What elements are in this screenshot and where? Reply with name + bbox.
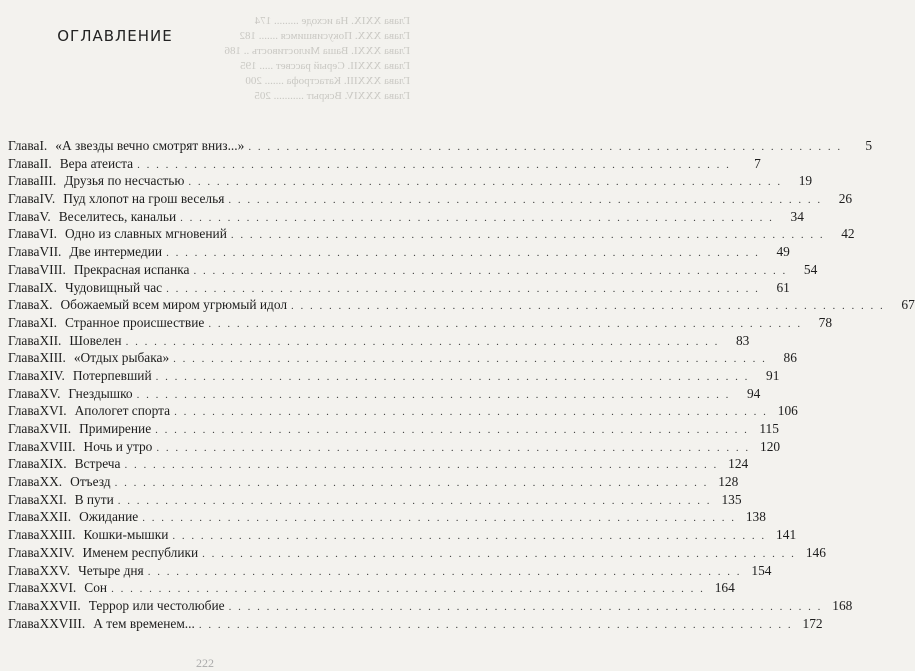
chapter-number: V. <box>39 208 51 224</box>
page-reference: 42 <box>841 226 855 242</box>
chapter-title: Две интермедии <box>69 244 163 260</box>
chapter-title: Веселитесь, канальи <box>58 208 177 224</box>
page-reference: 128 <box>718 474 739 490</box>
page-reference: 5 <box>865 138 873 153</box>
chapter-word: Глава <box>8 350 40 366</box>
chapter-number: XIX. <box>39 456 67 472</box>
page-reference: 83 <box>735 332 750 348</box>
chapter-number: III. <box>39 173 57 189</box>
chapter-number: XII. <box>39 332 62 348</box>
chapter-title: Потерпевший <box>72 367 152 383</box>
chapter-number: XV. <box>39 385 61 401</box>
page-reference: 115 <box>759 421 779 436</box>
chapter-word: Глава <box>8 385 40 401</box>
toc-entry <box>8 279 790 298</box>
chapter-title: Чудовищный час <box>64 279 163 295</box>
chapter-word: Глава <box>8 191 40 207</box>
chapter-number: XXIV. <box>39 544 75 560</box>
dot-leader <box>194 265 788 277</box>
chapter-title: Обожаемый всем миром угрюмый идол <box>60 297 288 313</box>
page-title: ОГЛАВЛЕНИЕ <box>57 27 173 46</box>
chapter-title: «А звезды вечно смотрят вниз...» <box>55 138 245 153</box>
dot-leader <box>172 530 766 542</box>
page-reference: 106 <box>777 403 798 419</box>
chapter-number: VII. <box>39 244 62 260</box>
page-reference: 67 <box>901 297 915 313</box>
page-reference: 78 <box>818 314 833 330</box>
chapter-title: Отъезд <box>70 474 111 490</box>
chapter-number: IV. <box>39 191 56 207</box>
chapter-word: Глава <box>8 421 40 436</box>
dot-leader <box>156 371 750 383</box>
page-reference: 138 <box>745 509 766 525</box>
toc-entry <box>8 208 804 227</box>
chapter-number: XXV. <box>39 562 71 578</box>
chapter-number: XX. <box>39 474 63 490</box>
bleed-through-line: Глава XXXIV. Вскрыт ........... 205 <box>254 90 410 102</box>
page-reference: 168 <box>832 597 853 613</box>
toc-entry <box>8 350 797 368</box>
dot-leader <box>118 495 712 507</box>
dot-leader <box>156 442 750 454</box>
toc-entry <box>8 155 761 174</box>
dot-leader <box>231 229 825 241</box>
toc-entry <box>8 509 766 527</box>
chapter-title: А тем временем... <box>93 615 195 631</box>
dot-leader <box>142 512 736 524</box>
chapter-number: XI. <box>39 314 57 330</box>
chapter-word: Глава <box>8 173 40 189</box>
page-reference: 120 <box>760 438 781 454</box>
page-reference: 91 <box>766 367 780 383</box>
toc-entry <box>8 438 781 457</box>
dot-leader <box>155 424 749 436</box>
chapter-number: XVII. <box>39 421 72 436</box>
chapter-word: Глава <box>8 474 40 490</box>
toc-entry <box>8 597 853 616</box>
chapter-word: Глава <box>8 615 40 631</box>
chapter-number: I. <box>39 138 48 153</box>
chapter-word: Глава <box>8 597 40 613</box>
chapter-number: IX. <box>39 279 57 295</box>
chapter-number: II. <box>39 155 52 171</box>
page-reference: 146 <box>805 544 826 560</box>
toc-entry <box>8 244 790 262</box>
chapter-word: Глава <box>8 527 40 543</box>
toc-entry <box>8 261 818 280</box>
chapter-title: Террор или честолюбие <box>88 597 225 613</box>
chapter-title: Друзья по несчастью <box>64 173 185 189</box>
toc-entry <box>8 527 797 545</box>
page-number: 222 <box>196 656 214 670</box>
toc-entry <box>8 580 735 598</box>
toc-entry <box>8 562 772 581</box>
toc-entry <box>8 332 750 351</box>
chapter-number: XXVI. <box>39 580 77 596</box>
page-reference: 124 <box>728 456 749 472</box>
chapter-title: Встреча <box>74 456 121 472</box>
dot-leader <box>137 389 731 401</box>
dot-leader <box>137 159 731 171</box>
bleed-through-text <box>224 14 410 104</box>
chapter-number: XXI. <box>39 491 67 507</box>
dot-leader <box>199 619 793 631</box>
page-reference: 7 <box>754 155 761 171</box>
chapter-title: Ночь и утро <box>83 438 153 454</box>
toc-entry <box>8 367 780 386</box>
chapter-number: XXII. <box>39 509 72 525</box>
bleed-through-line: Глава XXIX. На исходе ......... 174 <box>254 15 410 27</box>
dot-leader <box>180 212 774 224</box>
toc-entry <box>8 615 823 634</box>
toc-entry <box>8 173 813 191</box>
chapter-title: Странное происшествие <box>64 314 205 330</box>
chapter-number: VIII. <box>39 261 66 277</box>
chapter-title: Именем республики <box>82 544 199 560</box>
dot-leader <box>202 548 796 560</box>
dot-leader <box>173 353 767 365</box>
bleed-through-line: Глава XXXI. Ваша Милостивость .. 186 <box>224 45 410 57</box>
chapter-word: Глава <box>8 208 40 224</box>
chapter-title: В пути <box>74 491 114 507</box>
toc-entry <box>8 491 742 510</box>
chapter-title: Сон <box>84 580 108 596</box>
chapter-title: Четыре дня <box>78 562 144 578</box>
toc-entry <box>8 191 853 209</box>
page-reference: 86 <box>783 350 797 366</box>
bleed-through-line: Глава XXXII. Серый рассвет ..... 195 <box>240 60 410 72</box>
chapter-word: Глава <box>8 509 40 525</box>
chapter-word: Глава <box>8 244 40 260</box>
page-reference: 154 <box>751 562 772 578</box>
dot-leader <box>115 477 709 489</box>
page-reference: 54 <box>803 261 818 277</box>
chapter-word: Глава <box>8 261 40 277</box>
dot-leader <box>166 247 760 259</box>
page-reference: 26 <box>838 191 853 207</box>
bleed-through-line: Глава XXX. Покусившимся ....... 182 <box>239 30 410 42</box>
toc-entry <box>8 385 761 404</box>
chapter-number: XXVII. <box>39 597 81 613</box>
dot-leader <box>166 283 760 295</box>
toc-entry <box>8 297 915 315</box>
page-reference: 164 <box>714 580 735 596</box>
chapter-title: Прекрасная испанка <box>73 261 190 277</box>
chapter-word: Глава <box>8 438 40 454</box>
chapter-number: XIV. <box>39 367 65 383</box>
chapter-word: Глава <box>8 403 40 419</box>
chapter-title: Апологет спорта <box>74 403 171 419</box>
dot-leader <box>291 300 885 312</box>
dot-leader <box>174 406 768 418</box>
page-reference: 19 <box>798 173 813 189</box>
chapter-title: Одно из славных мгновений <box>64 226 227 242</box>
chapter-word: Глава <box>8 367 40 383</box>
page-reference: 49 <box>776 244 790 260</box>
chapter-title: Пуд хлопот на грош веселья <box>63 191 225 207</box>
chapter-title: Вера атеиста <box>59 155 134 171</box>
chapter-word: Глава <box>8 297 40 313</box>
page-reference: 141 <box>776 527 797 543</box>
chapter-word: Глава <box>8 456 40 472</box>
chapter-word: Глава <box>8 332 40 348</box>
dot-leader <box>111 583 705 595</box>
toc-entry <box>8 474 739 492</box>
chapter-word: Глава <box>8 314 40 330</box>
chapter-title: Кошки-мышки <box>83 527 169 543</box>
toc-entry <box>8 421 779 439</box>
chapter-title: Ожидание <box>79 509 139 525</box>
dot-leader <box>248 141 842 153</box>
dot-leader <box>188 176 782 188</box>
chapter-word: Глава <box>8 226 40 242</box>
chapter-word: Глава <box>8 491 40 507</box>
chapter-title: Примирение <box>79 421 152 436</box>
dot-leader <box>126 336 720 348</box>
chapter-word: Глава <box>8 562 40 578</box>
page-reference: 34 <box>790 208 804 224</box>
chapter-number: XXIII. <box>39 527 76 543</box>
bleed-through-line: Глава XXXIII. Катастрофа ....... 200 <box>245 75 410 87</box>
chapter-number: XIII. <box>39 350 66 366</box>
dot-leader <box>124 459 718 471</box>
table-of-contents <box>8 138 915 633</box>
chapter-word: Глава <box>8 155 40 171</box>
chapter-number: XXVIII. <box>39 615 86 631</box>
chapter-number: XVI. <box>39 403 67 419</box>
chapter-word: Глава <box>8 279 40 295</box>
chapter-number: X. <box>39 297 53 313</box>
chapter-title: «Отдых рыбака» <box>73 350 170 366</box>
dot-leader <box>229 601 823 613</box>
page-reference: 172 <box>802 615 823 631</box>
chapter-title: Шовелен <box>69 332 122 348</box>
toc-entry <box>8 544 826 563</box>
chapter-word: Глава <box>8 580 40 596</box>
dot-leader <box>208 318 802 330</box>
page-reference: 135 <box>721 491 742 507</box>
toc-entry <box>8 226 855 244</box>
page-reference: 61 <box>776 279 790 295</box>
page-reference: 94 <box>746 385 761 401</box>
chapter-word: Глава <box>8 544 40 560</box>
dot-leader <box>228 194 822 206</box>
chapter-word: Глава <box>8 138 40 153</box>
chapter-number: VI. <box>39 226 57 242</box>
toc-entry <box>8 403 798 421</box>
toc-entry <box>8 138 873 156</box>
chapter-title: Гнездышко <box>68 385 133 401</box>
toc-entry <box>8 456 749 474</box>
toc-entry <box>8 314 833 333</box>
dot-leader <box>148 566 742 578</box>
chapter-number: XVIII. <box>39 438 76 454</box>
